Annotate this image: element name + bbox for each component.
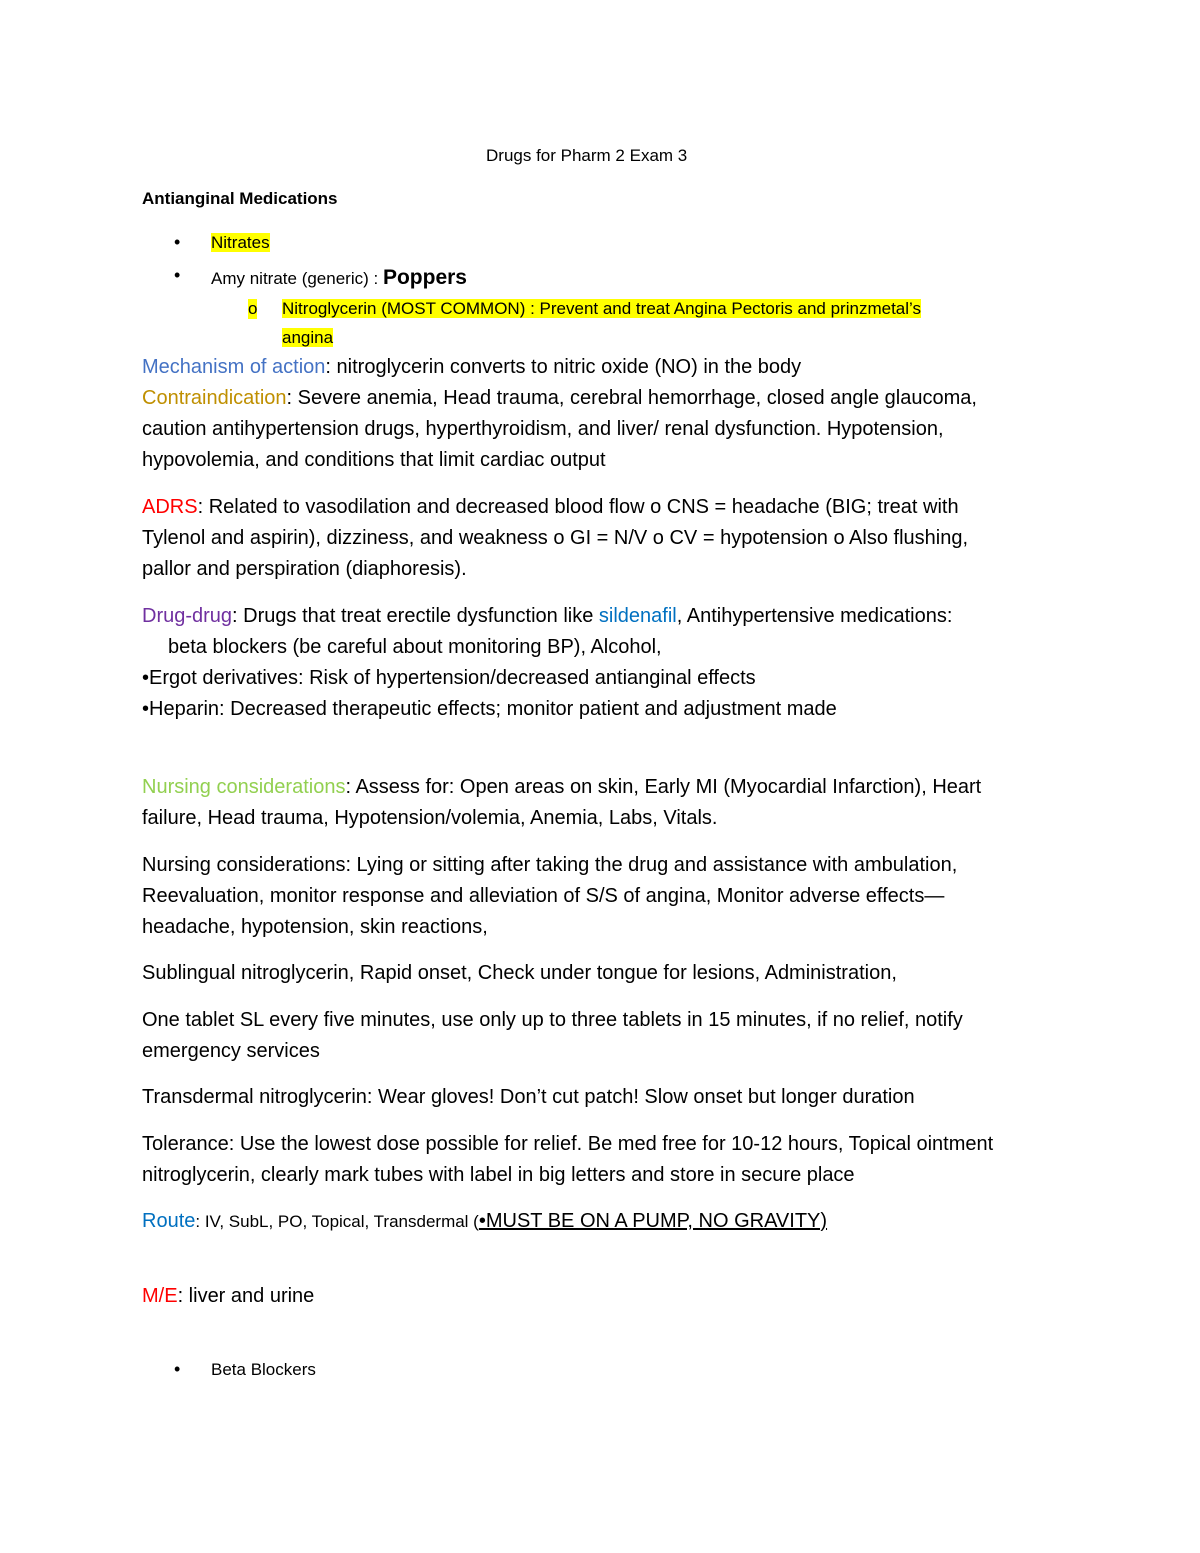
- angina-text: angina: [282, 328, 334, 347]
- nursing1-line-1: [142, 776, 981, 799]
- section-heading: Antianginal Medications: [142, 189, 338, 208]
- nursing2-line-1: Nursing considerations: Lying or sitting after taking the drug and assistance with ambulation,: [142, 854, 958, 876]
- list-item-beta-blockers: Beta Blockers: [211, 1360, 316, 1379]
- contra-label: Contraindication: [142, 387, 287, 409]
- transdermal-paragraph: Transdermal nitroglycerin: Wear gloves! Don’t cut patch! Slow onset but longer duration: [142, 1086, 915, 1108]
- list-item-amy-nitrate: [211, 266, 467, 290]
- nitroglycerin-text: Nitroglycerin (MOST COMMON) : Prevent and treat Angina Pectoris and prinzmetal’s: [282, 299, 921, 318]
- contra-line-1: [142, 387, 977, 410]
- adrs-line-3: pallor and perspiration (diaphoresis).: [142, 558, 467, 580]
- bullet-marker: •: [174, 232, 181, 252]
- moa-paragraph: [142, 356, 801, 379]
- route-label: Route: [142, 1210, 196, 1232]
- drugdrug-text-c: , Antihypertensive medications:: [676, 605, 953, 627]
- nursing1-line-2: failure, Head trauma, Hypotension/volemia, Anemia, Labs, Vitals.: [142, 807, 718, 829]
- contra-line-3: hypovolemia, and conditions that limit cardiac output: [142, 449, 606, 471]
- onetablet-line-1: One tablet SL every five minutes, use only up to three tablets in 15 minutes, if no relief, notify: [142, 1009, 963, 1031]
- drugdrug-text-a: : Drugs that treat erectile dysfunction like: [232, 605, 599, 627]
- amy-nitrate-text: Amy nitrate (generic) :: [211, 269, 383, 288]
- sub-item-line-1: [282, 299, 921, 319]
- me-text: : liver and urine: [177, 1285, 315, 1307]
- nursing1-text-1: : Assess for: Open areas on skin, Early MI (Myocardial Infarction), Heart: [345, 776, 982, 798]
- onetablet-line-2: emergency services: [142, 1040, 320, 1062]
- nursing2-line-2: Reevaluation, monitor response and alleviation of S/S of angina, Monitor adverse effects—: [142, 885, 945, 907]
- poppers-text: Poppers: [382, 266, 467, 289]
- drugdrug-line-4: •Heparin: Decreased therapeutic effects; monitor patient and adjustment made: [142, 698, 837, 720]
- sub-bullet-marker: o: [248, 299, 258, 318]
- adrs-text-1: : Related to vasodilation and decreased blood flow o CNS = headache (BIG; treat with: [197, 496, 959, 518]
- sublingual-paragraph: Sublingual nitroglycerin, Rapid onset, Check under tongue for lesions, Administration,: [142, 962, 897, 984]
- tolerance-line-2: nitroglycerin, clearly mark tubes with label in big letters and store in secure place: [142, 1164, 855, 1186]
- contra-line-2: caution antihypertension drugs, hyperthyroidism, and liver/ renal dysfunction. Hypotension,: [142, 418, 944, 440]
- nursing1-label: Nursing considerations: [142, 776, 346, 798]
- drugdrug-label: Drug-drug: [142, 605, 233, 627]
- bullet-marker: •: [174, 1359, 181, 1379]
- drugdrug-line-2: beta blockers (be careful about monitoring BP), Alcohol,: [168, 636, 662, 658]
- moa-label: Mechanism of action: [142, 356, 326, 378]
- moa-text: : nitroglycerin converts to nitric oxide (NO) in the body: [325, 356, 802, 378]
- bullet-marker: •: [174, 265, 181, 285]
- nitrates-text: Nitrates: [211, 233, 270, 252]
- drugdrug-line-1: [142, 605, 952, 628]
- sildenafil-text: sildenafil: [598, 605, 677, 627]
- route-emphasis: •MUST BE ON A PUMP, NO GRAVITY): [478, 1210, 828, 1232]
- route-paragraph: [142, 1210, 827, 1233]
- tolerance-line-1: Tolerance: Use the lowest dose possible for relief. Be med free for 10-12 hours, Topical ointment: [142, 1133, 994, 1155]
- nursing2-line-3: headache, hypotension, skin reactions,: [142, 916, 488, 938]
- list-item-nitrates: [211, 233, 270, 253]
- contra-text-1: : Severe anemia, Head trauma, cerebral hemorrhage, closed angle glaucoma,: [286, 387, 977, 409]
- document-title: Drugs for Pharm 2 Exam 3: [486, 146, 688, 165]
- route-text: : IV, SubL, PO, Topical, Transdermal (: [195, 1212, 479, 1231]
- sub-item-line-2: [282, 328, 333, 348]
- me-label: M/E: [142, 1285, 178, 1307]
- adrs-label: ADRS: [142, 496, 198, 518]
- drugdrug-line-3: •Ergot derivatives: Risk of hypertension/decreased antianginal effects: [142, 667, 756, 689]
- adrs-line-2: Tylenol and aspirin), dizziness, and weakness o GI = N/V o CV = hypotension o Also flushing,: [142, 527, 969, 549]
- me-paragraph: [142, 1285, 314, 1308]
- adrs-line-1: [142, 496, 959, 519]
